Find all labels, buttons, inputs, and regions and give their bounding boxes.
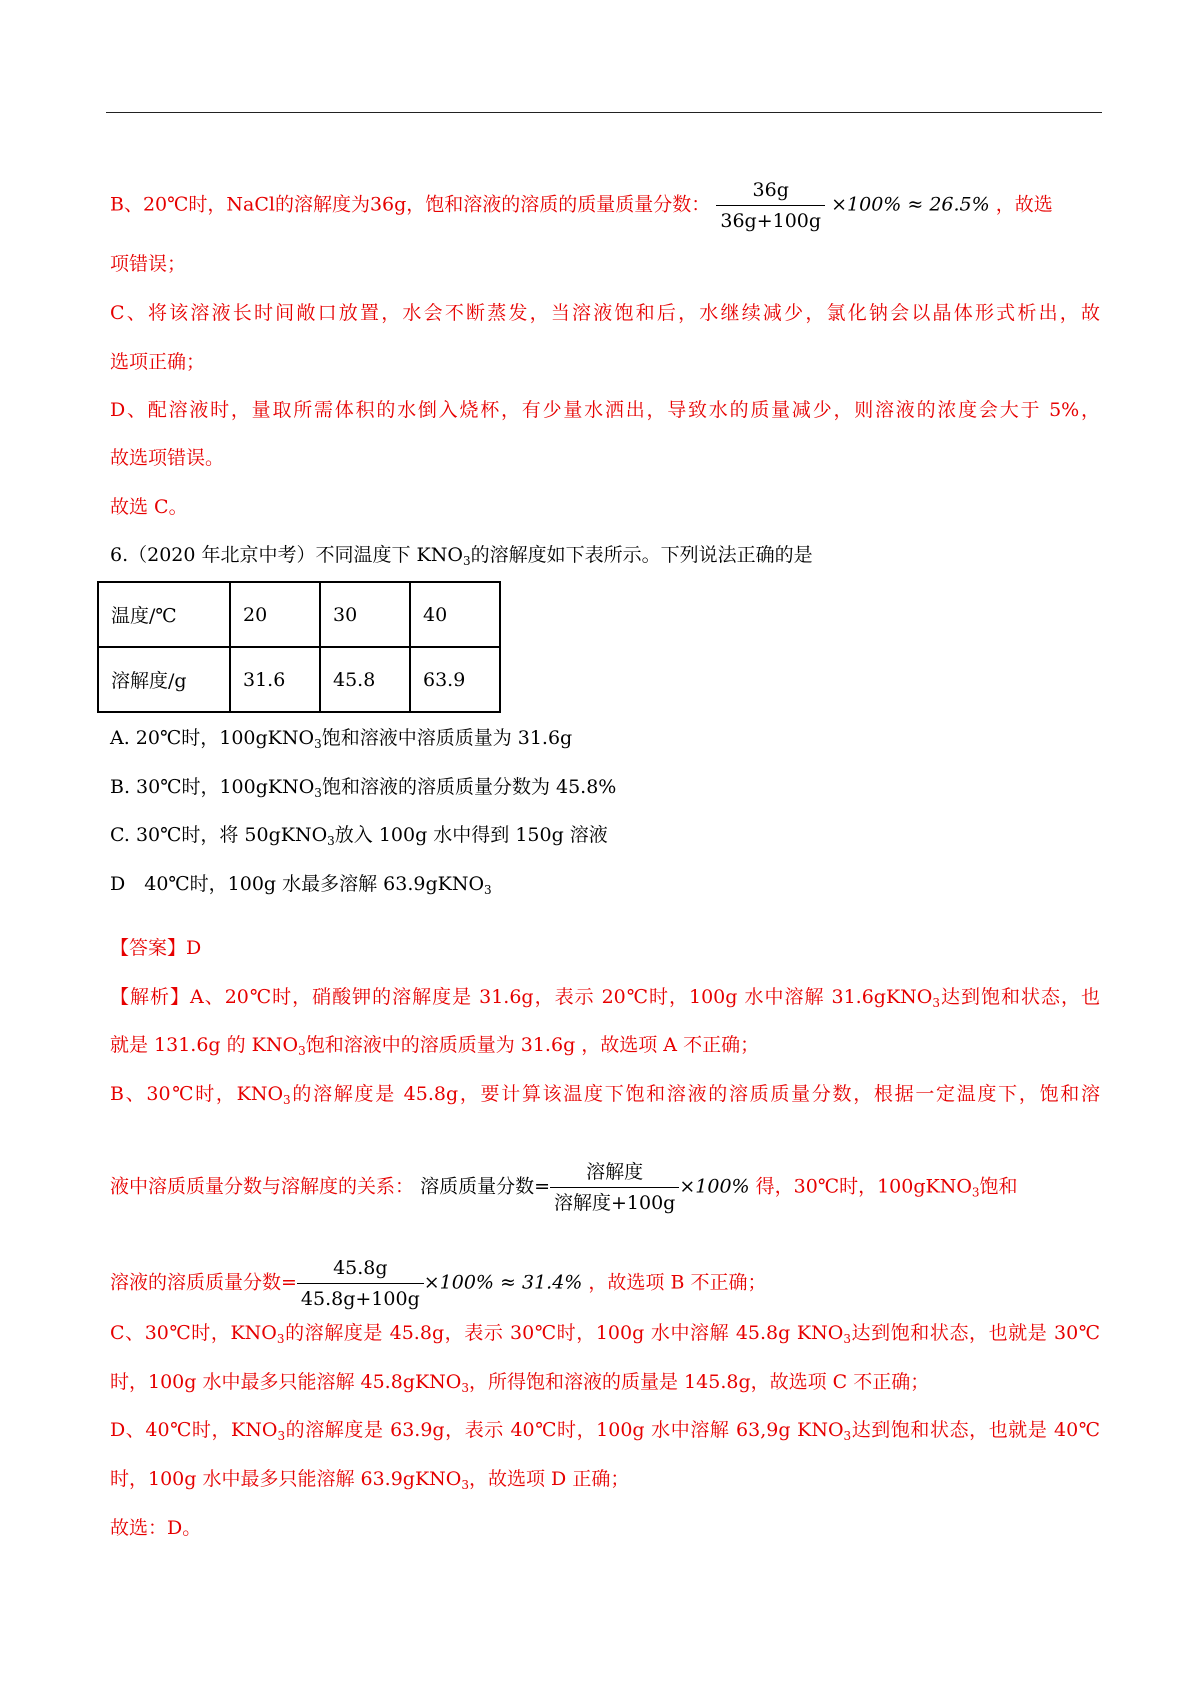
subscript: 3 [277,1429,286,1443]
subscript: 3 [461,1381,470,1395]
fraction-45-8g [297,1256,424,1311]
formula-lhs: 溶质质量分数= [420,1175,550,1198]
formula-rest: ×100% [679,1175,750,1198]
option-text: B. 30℃时，100gKNO [110,776,315,798]
option-text: A. 20℃时，100gKNO [110,727,315,749]
analysis-text: C、30℃时，KNO [110,1322,277,1344]
analysis-text: 饱和 [979,1175,1018,1198]
analysis-b-line1 [110,1082,1100,1106]
table-row [98,582,500,647]
analysis-text: 的溶解度是 45.8g，要计算该温度下饱和溶液的溶质质量分数，根据一定温度下，饱和溶 [290,1083,1100,1105]
analysis-label: 【解析】 [110,986,190,1008]
fraction-36g [716,178,825,233]
analysis-text: ，故选项 D 正确； [469,1468,630,1490]
subscript: 3 [327,834,335,848]
analysis-d-line2 [110,1467,629,1491]
subscript: 3 [843,1429,852,1443]
subscript: 3 [932,996,940,1010]
analysis-a-line2 [110,1033,759,1057]
option-text: 饱和溶液中溶质质量为 31.6g [321,727,573,749]
analysis-text: 饱和溶液中的溶质质量为 31.6g ，故选项 A 不正确； [305,1034,760,1056]
option-text: 饱和溶液的溶质质量分数为 45.8% [321,776,617,798]
fraction-numerator: 45.8g [297,1256,424,1284]
table-cell: 40 [410,582,500,647]
fraction-numerator: 溶解度 [550,1160,679,1188]
analysis-b-line2 [110,1160,1018,1215]
option-a [110,726,572,750]
answer-value: D [186,937,202,959]
subscript: 3 [298,1044,306,1058]
prev-b-suffix: ，故选 [995,193,1053,216]
analysis-text: 达到饱和状态，也就是 40℃ [851,1419,1101,1441]
subscript: 3 [461,1478,470,1492]
option-d [110,872,492,896]
prev-explanation-d-line1: D、配溶液时，量取所需体积的水倒入烧杯，有少量水洒出，导致水的质量减少，则溶液的浓度会大于 5%， [110,399,1100,421]
fraction-denominator: 36g+100g [720,210,822,232]
table-cell: 30 [320,582,410,647]
option-text: D 40℃时，100g 水最多溶解 63.9gKNO [110,873,485,895]
option-text: 放入 100g 水中得到 150g 溶液 [334,824,608,846]
prev-explanation-c-line2: 选项正确； [110,351,206,373]
subscript: 3 [971,1185,980,1200]
analysis-text: 溶液的溶质质量分数= [110,1271,297,1294]
prev-explanation-b-line1 [110,178,1053,233]
fraction-denominator: 溶解度+100g [553,1192,676,1214]
analysis-text: D、40℃时，KNO [110,1419,278,1441]
analysis-text: 就是 131.6g 的 KNO [110,1034,299,1056]
table-cell: 45.8 [320,647,410,712]
analysis-text: 时，100g 水中最多只能溶解 45.8gKNO [110,1371,462,1393]
analysis-text: A、20℃时，硝酸钾的溶解度是 31.6g，表示 20℃时，100g 水中溶解 31.6gKNO [189,986,933,1008]
analysis-a-line1 [110,985,1100,1009]
subscript: 3 [462,554,471,568]
analysis-text: 时，100g 水中最多只能溶解 63.9gKNO [110,1468,462,1490]
solubility-table [97,581,501,713]
answer [110,936,201,960]
analysis-text: 达到饱和状态，也 [940,986,1100,1008]
prev-b-text: B、20℃时，NaCl的溶解度为36g，饱和溶液的溶质的质量质量分数： [110,193,711,216]
prev-explanation-d-line2: 故选项错误。 [110,447,225,469]
fraction-solubility [550,1160,679,1215]
analysis-text: 的溶解度是 45.8g，表示 30℃时，100g 水中溶解 45.8g KNO [284,1322,844,1344]
answer-label: 【答案】 [110,937,187,959]
analysis-text: 达到饱和状态，也就是 30℃ [850,1322,1100,1344]
table-cell: 20 [230,582,320,647]
option-c [110,823,608,847]
analysis-d-line1 [110,1418,1100,1442]
question-6 [110,543,813,567]
fraction-denominator: 45.8g+100g [300,1288,420,1310]
option-text: C. 30℃时，将 50gKNO [110,824,328,846]
analysis-text: ，所得饱和溶液的质量是 145.8g，故选项 C 不正确； [469,1371,930,1393]
analysis-c-line1 [110,1321,1100,1345]
analysis-final: 故选：D。 [110,1517,202,1539]
prev-answer: 故选 C。 [110,496,188,518]
table-cell: 溶解度/g [98,647,230,712]
table-cell: 31.6 [230,647,320,712]
analysis-text: B、30℃时，KNO [110,1083,284,1105]
table-cell: 温度/℃ [98,582,230,647]
question-suffix: 的溶解度如下表所示。下列说法正确的是 [470,544,813,566]
analysis-b-line3 [110,1256,766,1311]
analysis-text: 的溶解度是 63.9g，表示 40℃时，100g 水中溶解 63,9g KNO [285,1419,844,1441]
option-b [110,775,616,799]
formula-result: ×100% ≈ 26.5% [831,193,990,216]
prev-explanation-b-line2: 项错误； [110,253,187,275]
subscript: 3 [314,786,322,800]
formula-result: ×100% ≈ 31.4% [423,1271,583,1294]
prev-explanation-c-line1: C、将该溶液长时间敞口放置，水会不断蒸发，当溶液饱和后，水继续减少，氯化钠会以晶体形式析出，故 [110,302,1100,324]
subscript: 3 [276,1332,285,1346]
analysis-c-line2 [110,1370,929,1394]
analysis-text: 液中溶质质量分数与溶解度的关系： [110,1175,415,1198]
header-rule [106,112,1102,113]
subscript: 3 [314,737,322,751]
analysis-text: 得，30℃时，100gKNO [755,1175,972,1198]
table-cell: 63.9 [410,647,500,712]
subscript: 3 [283,1093,291,1107]
subscript: 3 [484,883,492,897]
subscript: 3 [843,1332,851,1346]
analysis-text: ，故选项 B 不正确； [588,1271,767,1294]
question-prefix: 6.（2020 年北京中考）不同温度下 KNO [110,544,463,566]
table-row [98,647,500,712]
fraction-numerator: 36g [716,178,825,206]
